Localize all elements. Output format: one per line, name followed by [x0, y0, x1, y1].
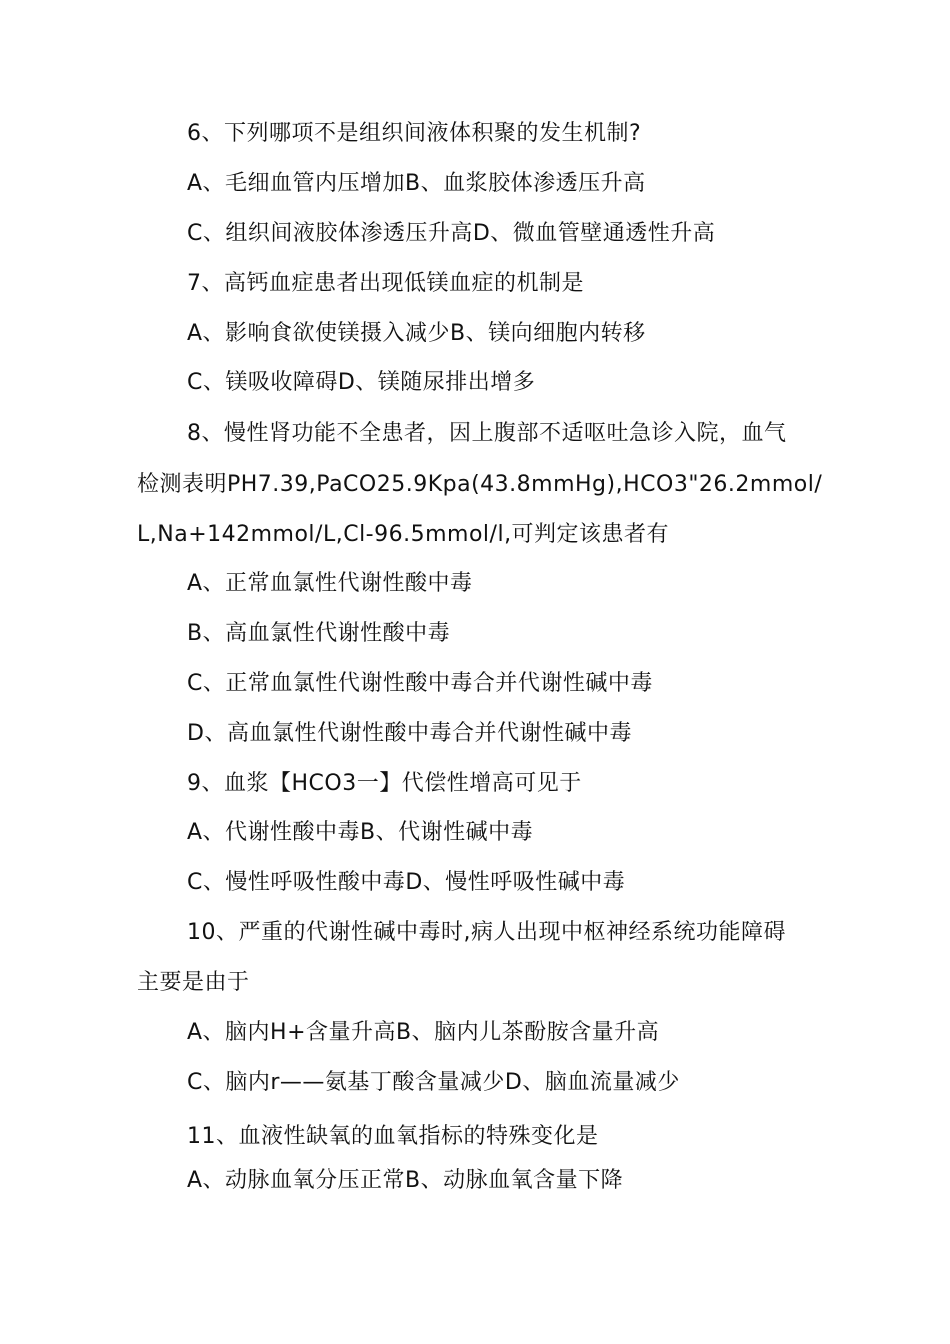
- question-7-options-cd: C、镁吸收障碍D、镁随尿排出增多: [187, 370, 536, 395]
- question-7: 7、高钙血症患者出现低镁血症的机制是: [187, 271, 584, 296]
- question-8-line-1: 8、慢性肾功能不全患者，因上腹部不适呕吐急诊入院，血气: [187, 421, 787, 446]
- question-8-option-c: C、正常血氯性代谢性酸中毒合并代谢性碱中毒: [187, 671, 653, 696]
- question-11-options-ab: A、动脉血氧分压正常B、动脉血氧含量下降: [187, 1168, 624, 1193]
- question-8-line-2: 检测表明PH7.39,PaCO25.9Kpa(43.8mmHg),HCO3"26.2mmol/: [137, 472, 823, 497]
- question-9-options-cd: C、慢性呼吸性酸中毒D、慢性呼吸性碱中毒: [187, 870, 626, 895]
- question-7-options-ab: A、影响食欲使镁摄入减少B、镁向细胞内转移: [187, 321, 646, 346]
- question-10-line-2: 主要是由于: [137, 970, 250, 995]
- question-8-line-3: L,Na+142mmol/L,Cl-96.5mmol/l,可判定该患者有: [137, 522, 670, 547]
- question-8-option-b: B、高血氯性代谢性酸中毒: [187, 621, 451, 646]
- question-10-line-1: 10、严重的代谢性碱中毒时,病人出现中枢神经系统功能障碍: [187, 920, 786, 945]
- question-11: 11、血液性缺氧的血氧指标的特殊变化是: [187, 1124, 599, 1149]
- question-9-options-ab: A、代谢性酸中毒B、代谢性碱中毒: [187, 820, 534, 845]
- question-6-options-cd: C、组织间液胶体渗透压升高D、微血管壁通透性升高: [187, 221, 716, 246]
- question-10-options-cd: C、脑内r——氨基丁酸含量减少D、脑血流量减少: [187, 1070, 680, 1095]
- question-6: 6、下列哪项不是组织间液体积聚的发生机制?: [187, 121, 642, 146]
- question-8-option-a: A、正常血氯性代谢性酸中毒: [187, 571, 473, 596]
- question-9: 9、血浆【HCO3一】代偿性增高可见于: [187, 771, 582, 796]
- question-6-options-ab: A、毛细血管内压增加B、血浆胶体渗透压升高: [187, 171, 646, 196]
- question-10-options-ab: A、脑内H+含量升高B、脑内儿茶酚胺含量升高: [187, 1020, 660, 1045]
- question-8-option-d: D、高血氯性代谢性酸中毒合并代谢性碱中毒: [187, 721, 632, 746]
